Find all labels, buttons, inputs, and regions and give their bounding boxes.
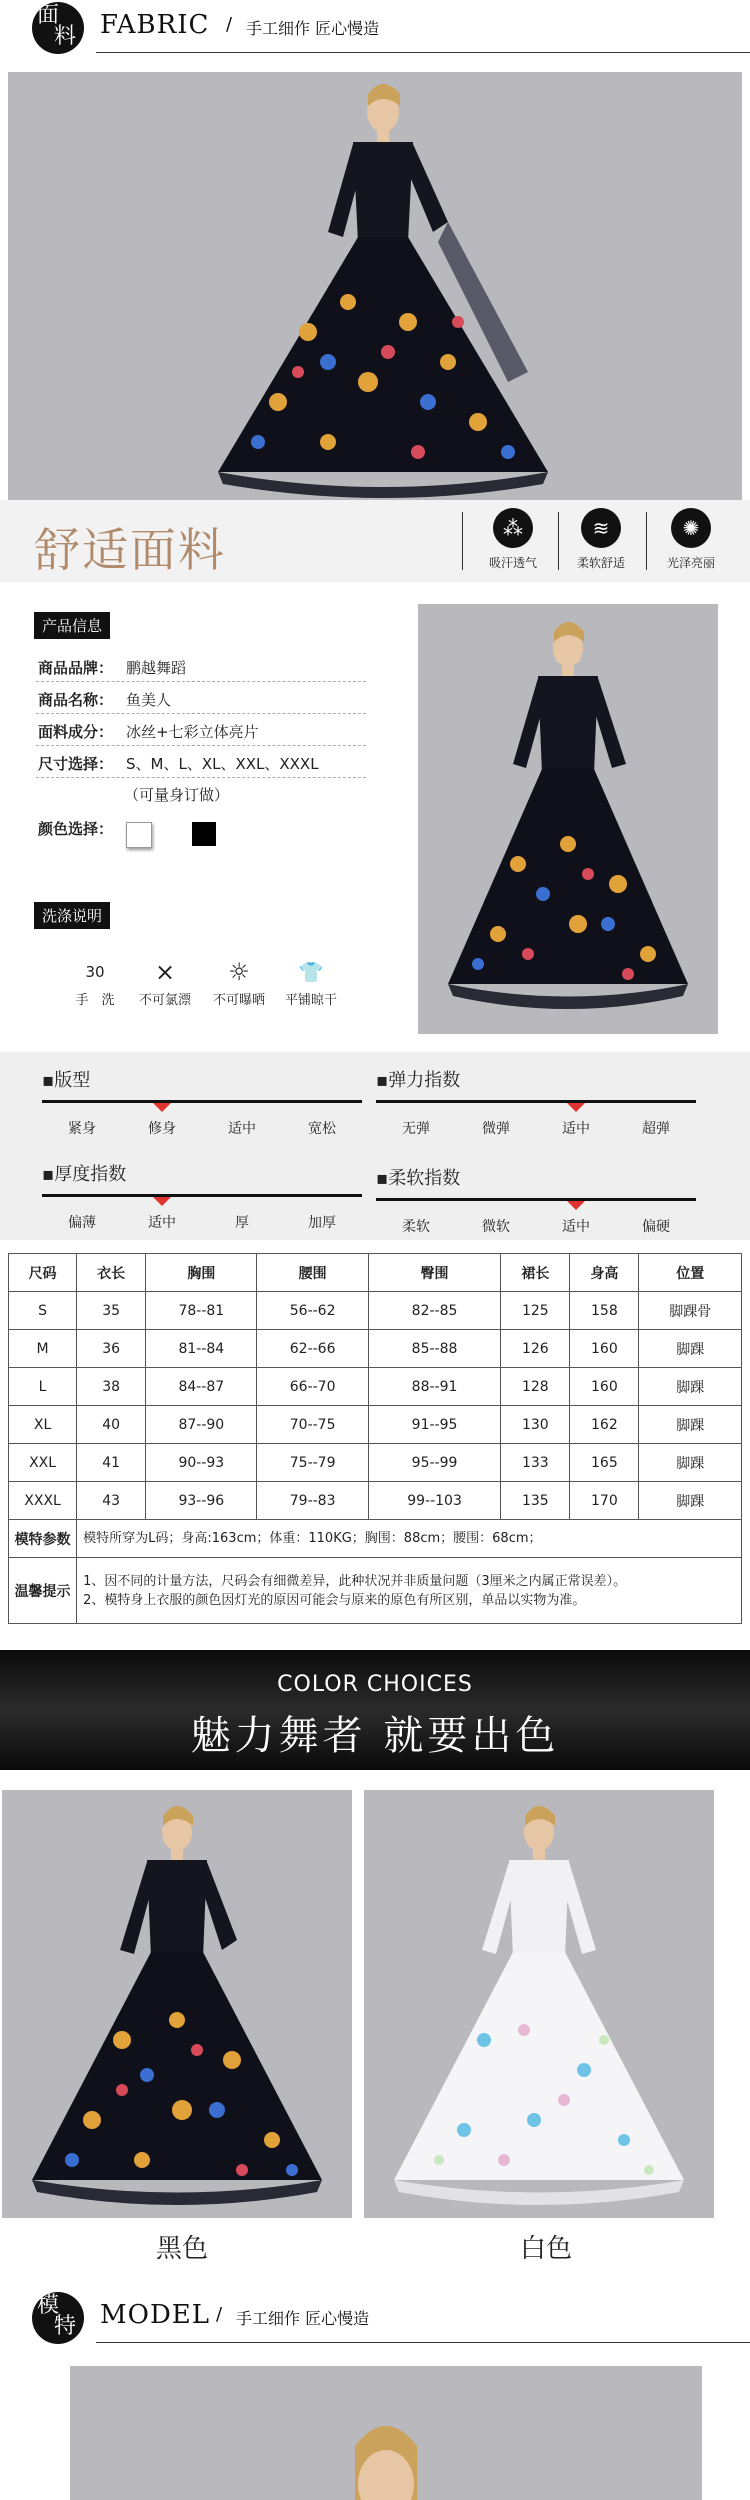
table-cell: 40: [77, 1406, 146, 1444]
fabric-section-header: [0, 0, 750, 58]
table-cell: XXL: [9, 1444, 77, 1482]
section-title-en: FABRIC: [100, 10, 210, 40]
table-cell: 160: [570, 1368, 639, 1406]
table-row: [9, 1482, 742, 1520]
table-cell: 82--85: [368, 1292, 501, 1330]
info-key: 面料成分：: [38, 723, 114, 741]
feature-label: 吸汗透气: [488, 556, 537, 570]
feature-breathable: [478, 508, 548, 578]
table-cell: M: [9, 1330, 77, 1368]
title-slash: /: [226, 14, 233, 35]
wash-item-hand: [60, 955, 130, 1008]
table-cell: 脚踝: [639, 1406, 742, 1444]
black-variant-photo[interactable]: [2, 1790, 352, 2218]
black-dress-illustration: [8, 72, 742, 502]
table-cell: 脚踝: [639, 1444, 742, 1482]
badge-char-1: 模: [37, 2293, 60, 2318]
table-cell: 78--81: [146, 1292, 257, 1330]
badge-char-2: 特: [54, 2314, 77, 2339]
table-cell: 162: [570, 1406, 639, 1444]
table-row: [9, 1330, 742, 1368]
color-swatch-black[interactable]: [192, 822, 216, 846]
divider: [462, 512, 463, 570]
table-cell: 170: [570, 1482, 639, 1520]
feature-soft: [566, 508, 636, 578]
param-marker: [567, 1103, 585, 1112]
info-key: 尺寸选择：: [38, 755, 114, 773]
table-row: [9, 1368, 742, 1406]
header-rule: [96, 2342, 750, 2343]
param-option: 微弹: [482, 1121, 510, 1137]
table-cell: 135: [501, 1482, 570, 1520]
column-header: 裙长: [501, 1254, 570, 1292]
table-cell: 38: [77, 1368, 146, 1406]
table-cell: 99--103: [368, 1482, 501, 1520]
black-dress-illustration: [418, 604, 718, 1034]
param-title: ▪弹力指数: [376, 1070, 461, 1091]
color-choices-title-en: COLOR CHOICES: [277, 1672, 473, 1697]
info-row-name: [36, 684, 366, 714]
table-cell: 75--79: [257, 1444, 368, 1482]
section-subtitle: 手工细作 匠心慢造: [236, 2309, 370, 2328]
info-key: 商品名称：: [38, 691, 114, 709]
comfort-banner: [0, 500, 750, 582]
param-scale: [376, 1198, 696, 1201]
param-option: 厚: [235, 1215, 249, 1231]
param-title: ▪柔软指数: [376, 1168, 461, 1189]
param-title: ▪版型: [42, 1070, 91, 1091]
table-cell: 165: [570, 1444, 639, 1482]
black-color-label: 黑色: [155, 2234, 208, 2264]
color-choices-banner: [0, 1650, 750, 1770]
wash-label: 不可氯漂: [138, 993, 191, 1008]
table-cell: 85--88: [368, 1330, 501, 1368]
model-head-illustration: [70, 2366, 702, 2500]
param-option: 超弹: [642, 1121, 670, 1137]
table-row: [9, 1444, 742, 1482]
droplets-icon: ⁂: [493, 508, 533, 548]
param-title: ▪厚度指数: [42, 1164, 127, 1185]
column-header: 衣长: [77, 1254, 146, 1292]
column-header: 位置: [639, 1254, 742, 1292]
comfort-title: 舒适面料: [34, 523, 226, 577]
table-cell: 91--95: [368, 1406, 501, 1444]
wash-tag: 洗涤说明: [34, 902, 110, 929]
white-color-label: 白色: [519, 2234, 572, 2264]
column-header: 胸围: [146, 1254, 257, 1292]
table-cell: XXXL: [9, 1482, 77, 1520]
tip-line-1: 1、因不同的计量方法，尺码会有细微差异，此种状况并非质量问题（3厘米之内属正常误差）。: [83, 1573, 627, 1589]
table-cell: 79--83: [257, 1482, 368, 1520]
feature-shine: [656, 508, 726, 578]
flat-dry-icon: 👕: [298, 960, 324, 984]
info-value: 冰丝+七彩立体亮片: [126, 723, 259, 741]
model-badge: [32, 2292, 84, 2344]
table-cell: 88--91: [368, 1368, 501, 1406]
table-cell: 56--62: [257, 1292, 368, 1330]
white-variant-photo[interactable]: [364, 1790, 714, 2218]
custom-note: （可量身订做）: [124, 786, 230, 804]
column-header: 尺码: [9, 1254, 77, 1292]
param-option: 偏薄: [68, 1215, 96, 1231]
hero-photo: [8, 72, 742, 502]
table-cell: 脚踝: [639, 1482, 742, 1520]
table-cell: 95--99: [368, 1444, 501, 1482]
param-option: 宽松: [308, 1121, 336, 1137]
info-key: 商品品牌：: [38, 659, 114, 677]
tip-line-2: 2、模特身上衣服的颜色因灯光的原因可能会与原来的原色有所区别，单品以实物为准。: [83, 1592, 586, 1608]
model-params-value: 模特所穿为L码；身高:163cm；体重：110KG；胸围：88cm；腰围：68cm；: [77, 1520, 742, 1558]
table-cell: 62--66: [257, 1330, 368, 1368]
wash-item-dry: [276, 955, 346, 1008]
param-scale: [376, 1100, 696, 1103]
table-cell: 130: [501, 1406, 570, 1444]
title-slash: /: [216, 2304, 223, 2325]
product-photo: [418, 604, 718, 1034]
table-cell: 125: [501, 1292, 570, 1330]
param-marker: [153, 1197, 171, 1206]
badge-char-1: 面: [37, 3, 60, 28]
header-rule: [96, 52, 750, 53]
table-row: [9, 1406, 742, 1444]
no-sun-icon: ☼: [228, 958, 250, 986]
table-cell: 35: [77, 1292, 146, 1330]
wash-label: 手 洗: [75, 993, 115, 1008]
waves-icon: ≋: [581, 508, 621, 548]
table-cell: 133: [501, 1444, 570, 1482]
column-header: 臀围: [368, 1254, 501, 1292]
param-option: 柔软: [402, 1219, 430, 1235]
size-table: [8, 1253, 742, 1624]
table-cell: 脚踝: [639, 1330, 742, 1368]
param-option: 偏硬: [642, 1219, 670, 1235]
table-cell: 脚踝: [639, 1368, 742, 1406]
color-swatch-white[interactable]: [126, 822, 152, 848]
param-option: 加厚: [308, 1215, 336, 1231]
param-marker: [153, 1103, 171, 1112]
param-option: 适中: [228, 1121, 256, 1137]
info-value: 鹏越舞蹈: [126, 659, 187, 677]
param-scale: [42, 1100, 362, 1103]
table-cell: L: [9, 1368, 77, 1406]
feature-label: 柔软舒适: [576, 556, 625, 570]
table-cell: 81--84: [146, 1330, 257, 1368]
param-marker: [567, 1201, 585, 1210]
tips-row: [9, 1558, 742, 1624]
table-cell: 87--90: [146, 1406, 257, 1444]
black-dress-illustration: [2, 1790, 352, 2218]
param-option: 适中: [148, 1215, 176, 1231]
fabric-badge: [32, 2, 84, 54]
tips-content: [77, 1558, 742, 1624]
table-cell: 93--96: [146, 1482, 257, 1520]
hand-wash-icon: 30: [85, 963, 105, 981]
table-cell: 66--70: [257, 1368, 368, 1406]
product-info-tag: 产品信息: [34, 612, 110, 639]
feature-label: 光泽亮丽: [666, 556, 715, 570]
table-cell: 128: [501, 1368, 570, 1406]
table-cell: 43: [77, 1482, 146, 1520]
model-photo: [70, 2366, 702, 2500]
color-select-label: 颜色选择：: [38, 820, 114, 838]
sparkle-icon: ✺: [671, 508, 711, 548]
wash-item-sun: [204, 955, 274, 1008]
info-row-brand: [36, 652, 366, 682]
no-bleach-icon: ⨯: [154, 958, 176, 986]
table-row: [9, 1292, 742, 1330]
table-cell: 158: [570, 1292, 639, 1330]
table-cell: 160: [570, 1330, 639, 1368]
param-option: 适中: [562, 1219, 590, 1235]
table-cell: 36: [77, 1330, 146, 1368]
table-cell: S: [9, 1292, 77, 1330]
column-header: 身高: [570, 1254, 639, 1292]
fit-params-panel: [0, 1052, 750, 1240]
table-cell: XL: [9, 1406, 77, 1444]
model-params-label: 模特参数: [9, 1520, 77, 1558]
color-choices-title-cn: 魅力舞者 就要出色: [190, 1713, 560, 1759]
table-cell: 70--75: [257, 1406, 368, 1444]
param-option: 微软: [482, 1219, 510, 1235]
white-dress-illustration: [364, 1790, 714, 2218]
table-cell: 脚踝骨: [639, 1292, 742, 1330]
info-value: S、M、L、XL、XXL、XXXL: [126, 755, 319, 773]
wash-label: 平铺晾干: [284, 993, 337, 1008]
info-row-size: [36, 748, 366, 778]
param-scale: [42, 1194, 362, 1197]
param-option: 适中: [562, 1121, 590, 1137]
divider: [646, 512, 647, 570]
badge-char-2: 料: [54, 24, 77, 49]
info-row-fabric: [36, 716, 366, 746]
param-option: 紧身: [68, 1121, 96, 1137]
column-header: 腰围: [257, 1254, 368, 1292]
param-option: 修身: [148, 1121, 176, 1137]
table-cell: 41: [77, 1444, 146, 1482]
model-section-header: [0, 2290, 750, 2348]
divider: [558, 512, 559, 570]
param-option: 无弹: [402, 1121, 430, 1137]
section-subtitle: 手工细作 匠心慢造: [246, 19, 380, 38]
model-params-row: [9, 1520, 742, 1558]
section-title-en: MODEL: [100, 2300, 211, 2330]
wash-item-bleach: [130, 955, 200, 1008]
tips-label: 温馨提示: [9, 1558, 77, 1624]
table-cell: 90--93: [146, 1444, 257, 1482]
table-header-row: [9, 1254, 742, 1292]
table-cell: 84--87: [146, 1368, 257, 1406]
table-cell: 126: [501, 1330, 570, 1368]
wash-label: 不可曝晒: [212, 993, 265, 1008]
info-value: 鱼美人: [126, 691, 172, 709]
